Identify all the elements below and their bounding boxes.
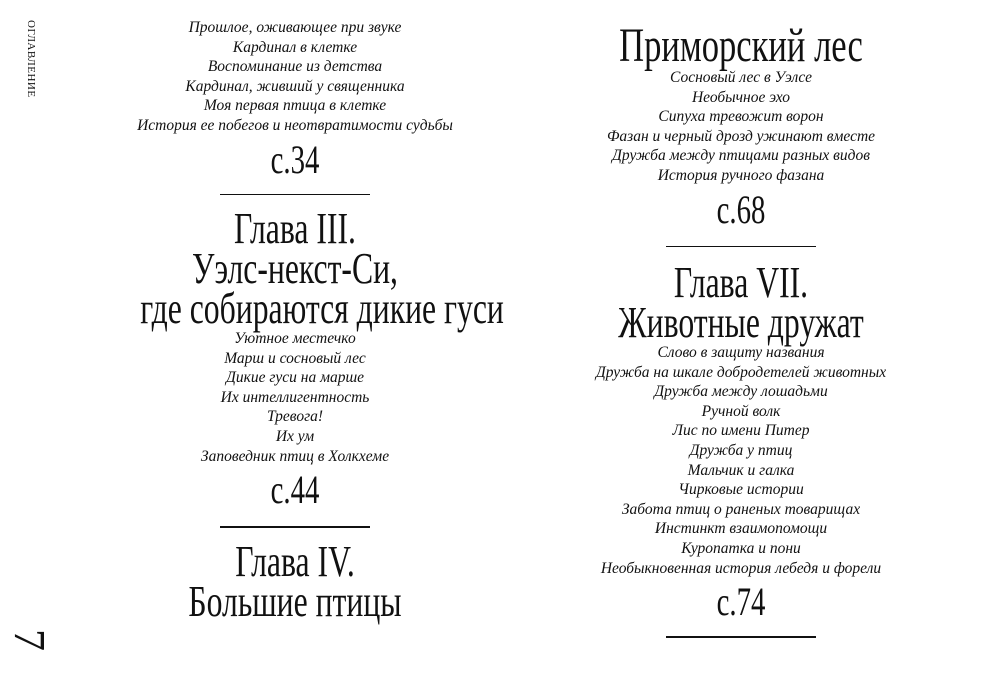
toc-entry[interactable]: Их ум: [275, 428, 315, 446]
toc-entry[interactable]: Их интеллигентность: [220, 388, 370, 406]
divider: [220, 526, 370, 528]
toc-entry[interactable]: Дружба у птиц: [689, 442, 793, 460]
toc-entry[interactable]: Прошлое, оживающее при звуке: [188, 19, 402, 36]
toc-entry[interactable]: Дикие гуси на марше: [225, 369, 365, 387]
toc-entry[interactable]: Фазан и черный дрозд ужинают вместе: [606, 127, 876, 145]
page-ref: с.68: [716, 186, 766, 232]
toc-entry[interactable]: Дружба на шкале добродетелей животных: [595, 363, 887, 381]
page-ref: с.44: [270, 467, 320, 513]
toc-entry[interactable]: Сипуха тревожит ворон: [658, 108, 824, 126]
toc-entry[interactable]: Кардинал в клетке: [232, 38, 358, 56]
toc-entries-a: [548, 68, 934, 186]
toc-entry[interactable]: Забота птиц о раненых товарищах: [621, 500, 861, 518]
chapter-title-line: Большие птицы: [188, 576, 402, 626]
side-label: ОГЛАВЛЕНИЕ: [25, 20, 37, 98]
chapter-title-line: где собираются дикие гуси: [140, 284, 504, 334]
divider: [220, 194, 370, 196]
toc-entry[interactable]: Инстинкт взаимопомощи: [654, 520, 828, 538]
toc-entry[interactable]: Необыкновенная история лебедя и форели: [600, 559, 882, 577]
toc-entries-b: [548, 343, 934, 578]
toc-entry[interactable]: Ручной волк: [701, 402, 781, 420]
toc-entry[interactable]: Лис по имени Питер: [672, 422, 810, 440]
toc-entry[interactable]: Сосновый лес в Уэлсе: [670, 69, 812, 86]
chapter-title-line: Глава VII.: [673, 258, 809, 308]
toc-entry[interactable]: Воспоминание из детства: [207, 58, 383, 76]
chapter-title-line: Животные дружат: [618, 298, 864, 348]
toc-entry[interactable]: Уютное местечко: [234, 330, 356, 348]
chapter-heading: [80, 204, 510, 334]
toc-entry[interactable]: Заповедник птиц в Холкхеме: [200, 447, 390, 465]
toc-entry[interactable]: Необычное эхо: [691, 88, 791, 106]
page-ref: с.74: [716, 579, 766, 625]
chapter-title-line: Глава IV.: [235, 536, 355, 586]
page-ref: с.34: [270, 136, 320, 182]
toc-entries-b: [80, 329, 510, 466]
chapter-title-line: Глава III.: [234, 204, 356, 254]
left-column: [80, 18, 510, 626]
toc-entry[interactable]: История ручного фазана: [657, 166, 825, 184]
toc-entries-a: [80, 18, 510, 136]
chapter-heading: [80, 536, 510, 626]
chapter-heading: [548, 258, 934, 348]
page-number: 7: [5, 629, 54, 651]
section-title: Приморский лес: [619, 19, 863, 72]
toc-entry[interactable]: Слово в защиту названия: [657, 344, 825, 362]
toc-entry[interactable]: Дружба между лошадьми: [654, 383, 828, 401]
right-column: [548, 18, 934, 638]
toc-entry[interactable]: Чирковые истории: [678, 481, 804, 499]
toc-entry[interactable]: Тревога!: [266, 408, 324, 426]
toc-entry[interactable]: История ее побегов и неотвратимости судьбы: [137, 116, 453, 134]
toc-entry[interactable]: Марш и сосновый лес: [224, 349, 366, 367]
toc-entry[interactable]: Моя первая птица в клетке: [203, 97, 387, 115]
chapter-title-line: Уэлс-некст-Си,: [192, 244, 398, 294]
divider: [666, 246, 816, 248]
divider: [666, 636, 816, 638]
toc-entry[interactable]: Мальчик и галка: [687, 461, 795, 479]
toc-entry[interactable]: Дружба между птицами разных видов: [612, 147, 870, 165]
toc-entry[interactable]: Куропатка и пони: [681, 540, 801, 557]
toc-entry[interactable]: Кардинал, живший у священника: [185, 77, 405, 95]
